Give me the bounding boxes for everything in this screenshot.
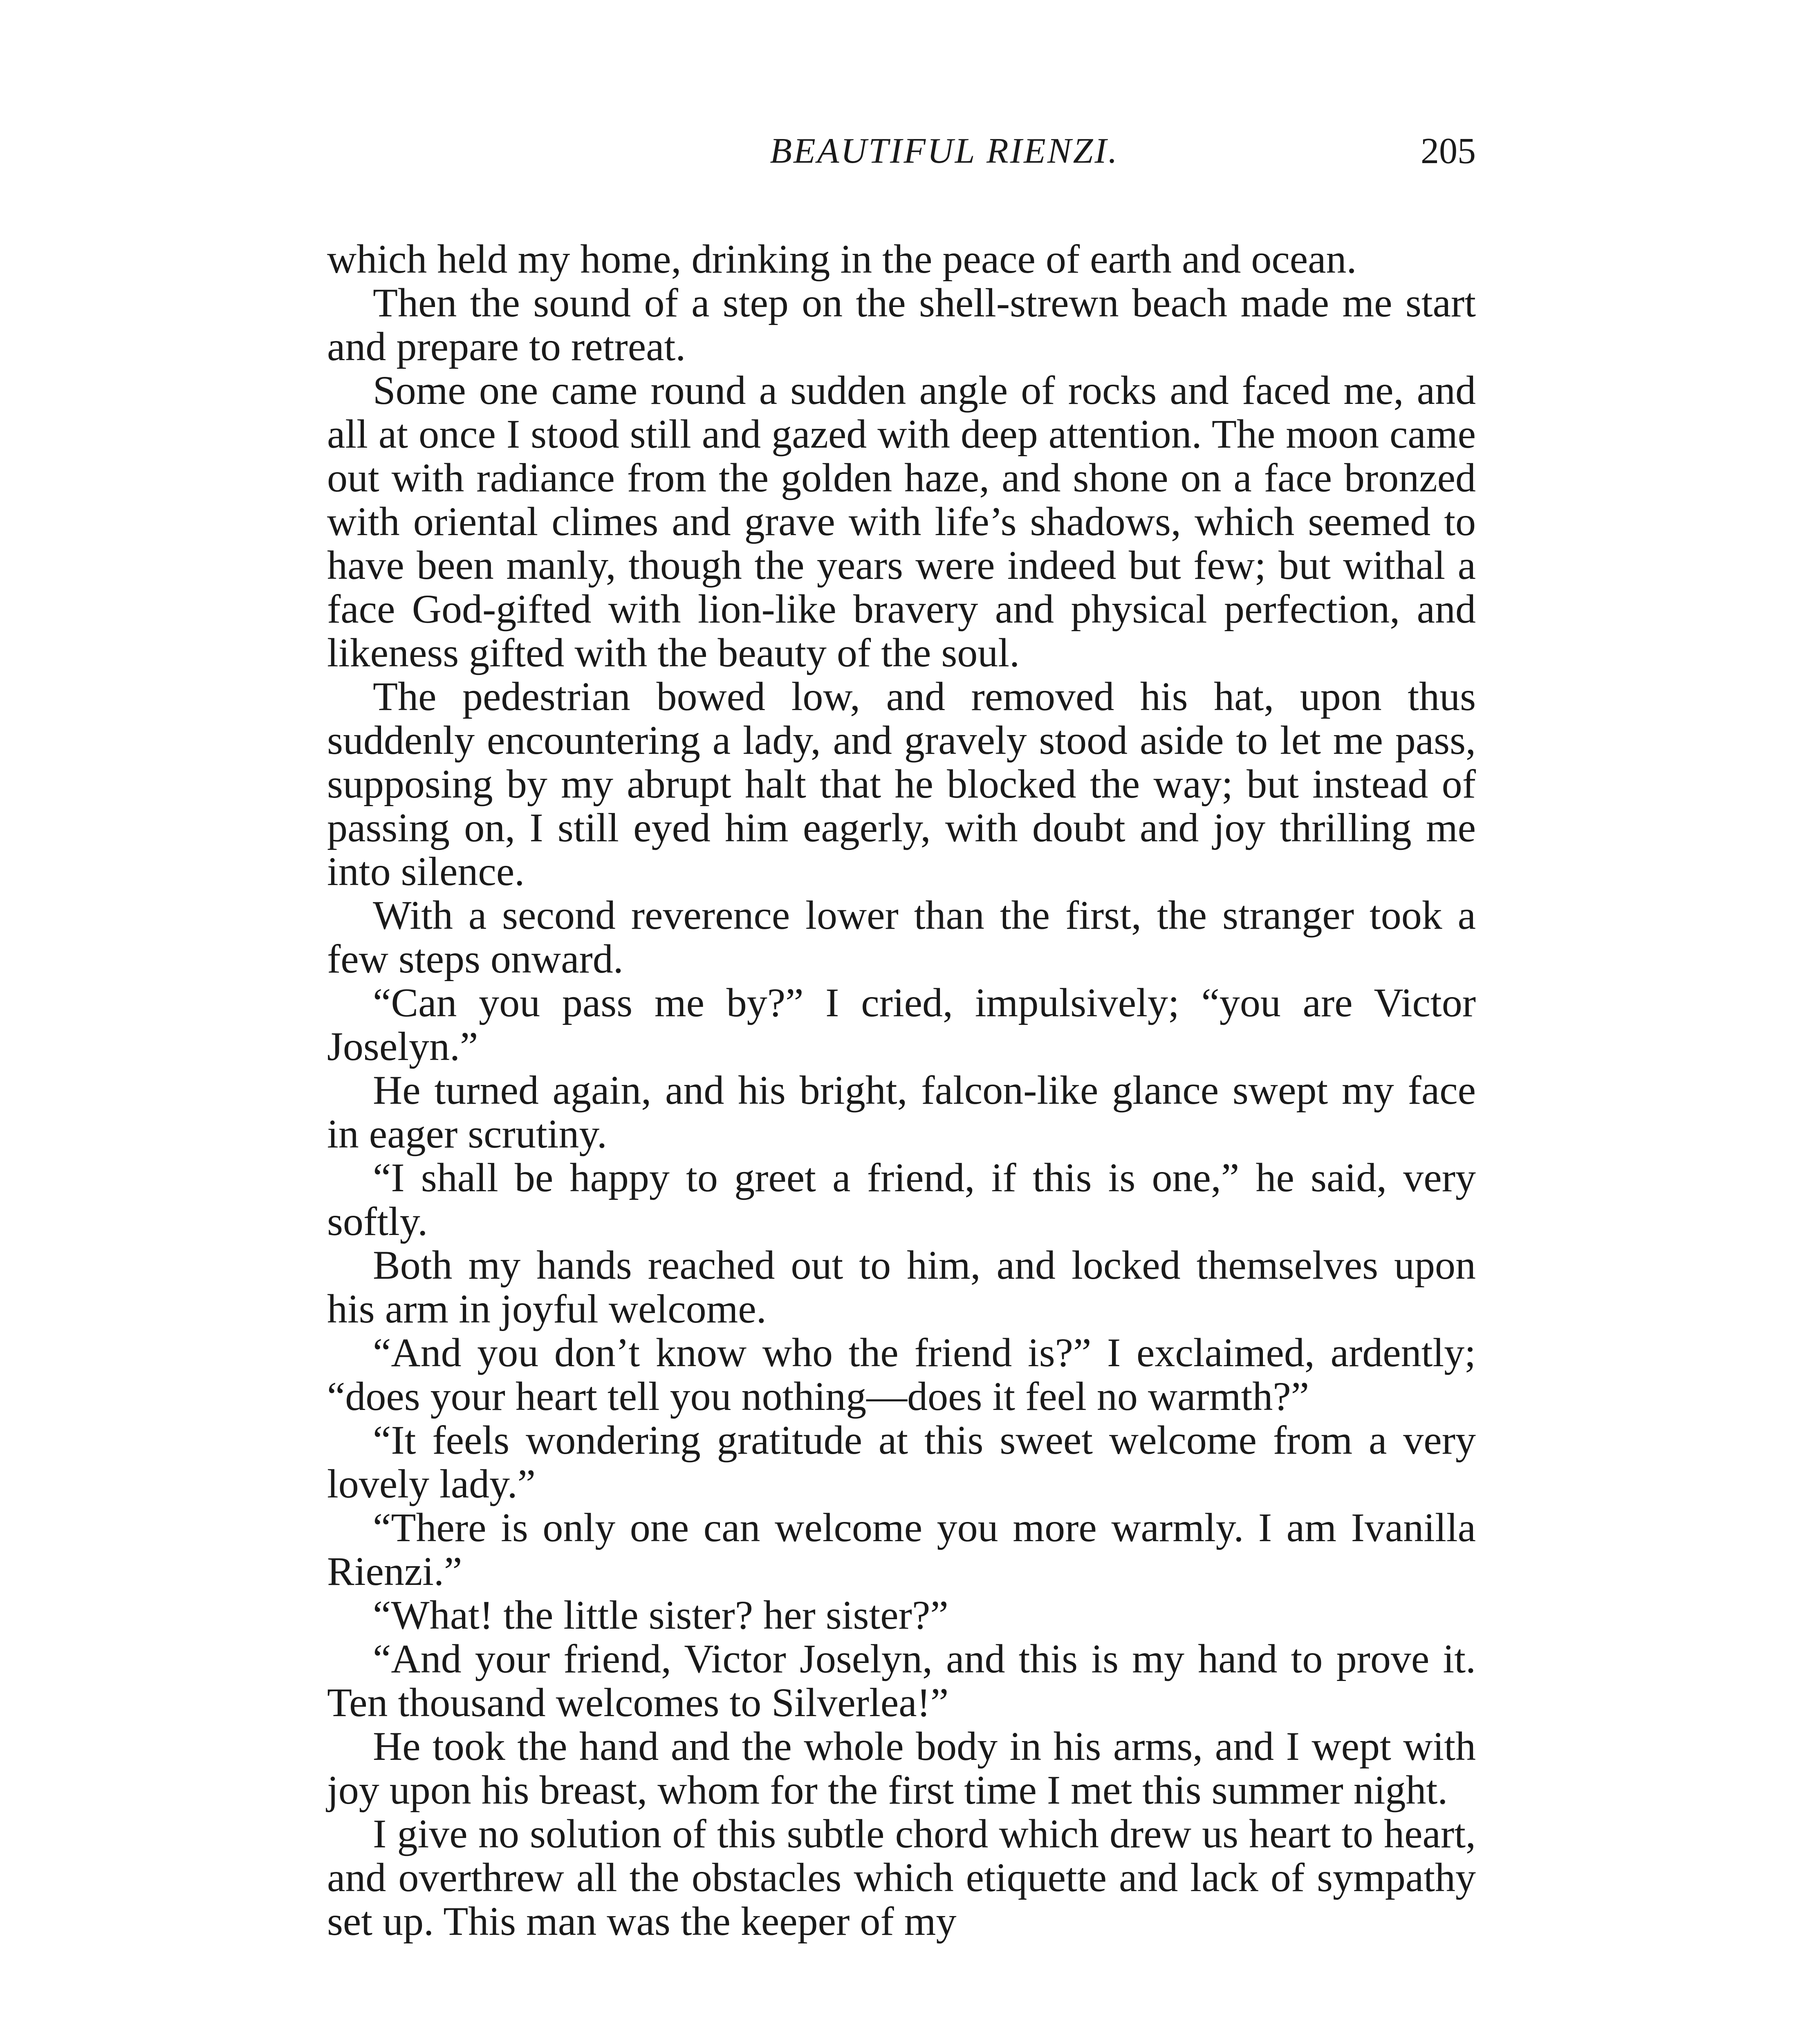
paragraph: The pedestrian bowed low, and removed his hat, upon thus suddenly encountering a lady, and gravely stood aside to let me pass, supposing by my abrupt halt that he blocked the way; but instead of passing on, I still eyed him eagerly, with doubt and joy thrilling me into silence. (327, 674, 1476, 894)
paragraph: “It feels wondering gratitude at this sweet welcome from a very lovely lady.” (327, 1417, 1476, 1506)
paragraph: “I shall be happy to greet a friend, if this is one,” he said, very softly. (327, 1155, 1476, 1244)
paragraph: Some one came round a sudden angle of rocks and faced me, and all at once I stood still and gazed with deep attention. The moon came out with radiance from the golden haze, and shone on a face bronzed with oriental climes and grave with life’s shadows, which seemed to have been manly, though the years were indeed but few; but withal a face God-gifted with lion-like bravery and physical perfection, and likeness gifted with the beauty of the soul. (327, 368, 1476, 675)
paragraph: “What! the little sister? her sister?” (373, 1592, 948, 1638)
paragraph: He turned again, and his bright, falcon-like glance swept my face in eager scrutiny. (327, 1067, 1476, 1156)
paragraph: “And you don’t know who the friend is?” I exclaimed, ardently; “does your heart tell you nothing—does it feel no warmth?” (327, 1330, 1476, 1419)
paragraph: “Can you pass me by?” I cried, impulsively; “you are Victor Joselyn.” (327, 980, 1476, 1069)
body-text (327, 237, 1476, 1943)
paragraph: “There is only one can welcome you more warmly. I am Ivanilla Rienzi.” (327, 1505, 1476, 1594)
paragraph: I give no solution of this subtle chord which drew us heart to heart, and overthrew all the obstacles which etiquette and lack of sympathy set up. This man was the keeper of my (327, 1811, 1476, 1944)
paragraph: With a second reverence lower than the first, the stranger took a few steps onward. (327, 892, 1476, 982)
paragraph: “And your friend, Victor Joselyn, and this is my hand to prove it. Ten thousand welcomes to Silverlea!” (327, 1636, 1476, 1725)
paragraph: which held my home, drinking in the peace of earth and ocean. (327, 236, 1357, 282)
page-number: 205 (1421, 131, 1476, 171)
paragraph: He took the hand and the whole body in his arms, and I wept with joy upon his breast, whom for the first time I met this summer night. (327, 1724, 1476, 1813)
paragraph: Then the sound of a step on the shell-strewn beach made me start and prepare to retreat. (327, 280, 1476, 369)
running-title: BEAUTIFUL RIENZI. (770, 131, 1119, 171)
page-header (327, 123, 1476, 180)
paragraph: Both my hands reached out to him, and locked themselves upon his arm in joyful welcome. (327, 1242, 1476, 1331)
